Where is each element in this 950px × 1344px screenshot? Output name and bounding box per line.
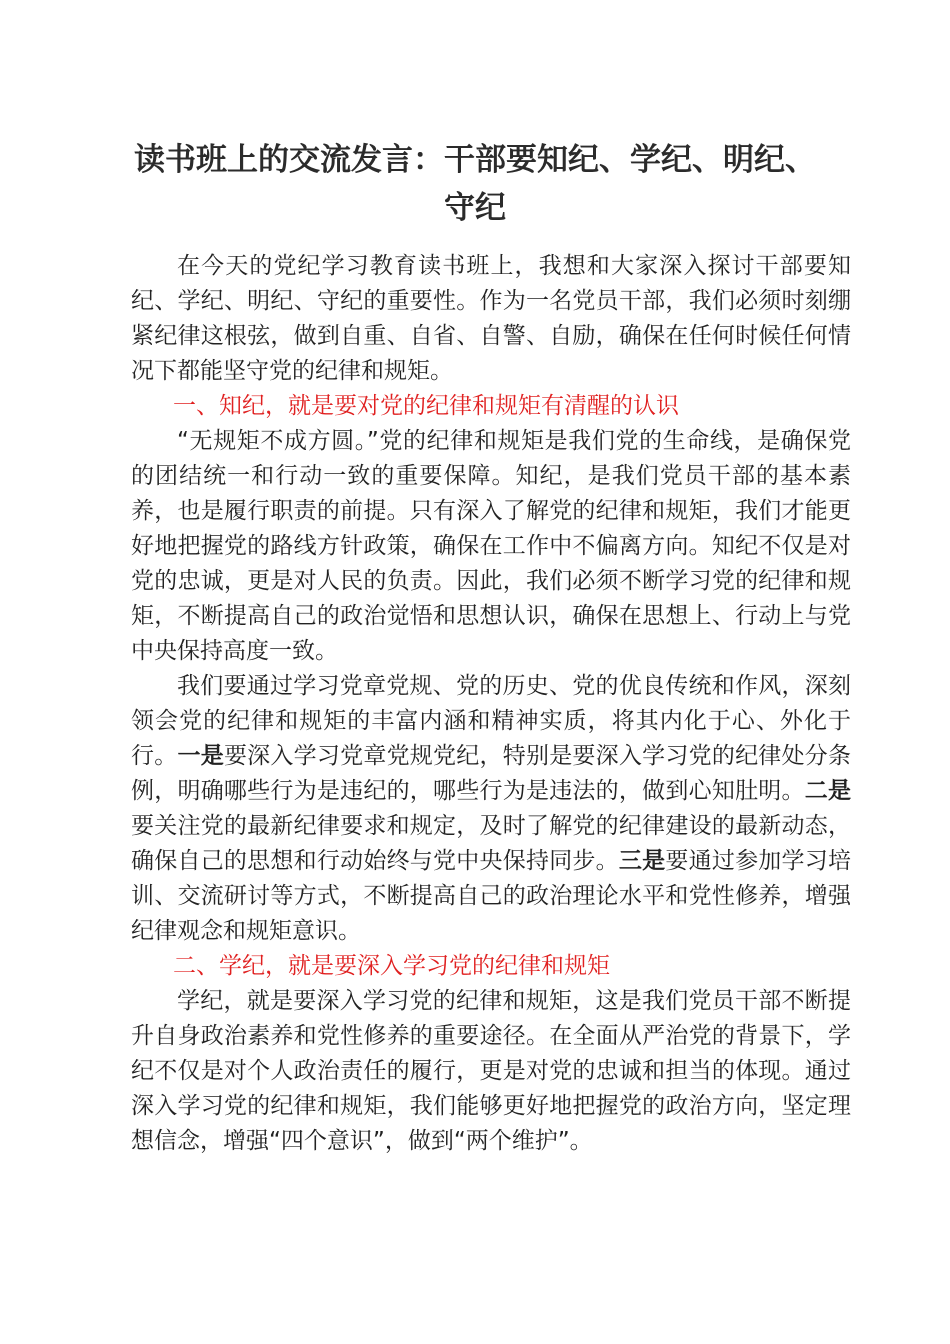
point-1-text: 要深入学习党章党规党纪，特别是要深入学习党的纪律处分条例，明确哪些行为是违纪的，哪些行为是违法的，做到心知肚明。 [131,743,852,804]
section-2-paragraph-1: 学纪，就是要深入学习党的纪律和规矩，这是我们党员干部不断提升自身政治素养和党性修养的重要途径。在全面从严治党的背景下，学纪不仅是对个人政治责任的履行，更是对党的忠诚和担当的体现。通过深入学习党的纪律和规矩，我们能够更好地把握党的政治方向，坚定理想信念，增强“四个意识”，做到“两个维护”。 [131,988,851,1154]
intro-paragraph: 在今天的党纪学习教育读书班上，我想和大家深入探讨干部要知纪、学纪、明纪、守纪的重要性。作为一名党员干部，我们必须时刻绷紧纪律这根弦，做到自重、自省、自警、自励，确保在任何时候任何情况下都能坚守党的纪律和规矩。 [131,253,851,384]
section-1-heading: 一、知纪，就是要对党的纪律和规矩有清醒的认识 [173,393,679,419]
point-2-text: 要关注党的最新纪律要求和规定，及时了解党的纪律建设的最新动态，确保自己的思想和行动始终与党中央保持同步。 [131,813,851,874]
point-1-label: 一是 [177,743,224,769]
point-3-label: 三是 [618,848,666,874]
section-2-heading: 二、学纪，就是要深入学习党的纪律和规矩 [173,953,610,979]
document-body [131,249,851,1159]
section-1-paragraph-1: “无规矩不成方圆。”党的纪律和规矩是我们党的生命线，是确保党的团结统一和行动一致的重要保障。知纪，是我们党员干部的基本素养，也是履行职责的前提。只有深入了解党的纪律和规矩，我们才能更好地把握党的路线方针政策，确保在工作中不偏离方向。知纪不仅是对党的忠诚，更是对人民的负责。因此，我们必须不断学习党的纪律和规矩，不断提高自己的政治觉悟和思想认识，确保在思想上、行动上与党中央保持高度一致。 [131,428,851,664]
point-2-label: 二是 [804,778,852,804]
point-3-text: 要通过参加学习培训、交流研讨等方式，不断提高自己的政治理论水平和党性修养，增强纪律观念和规矩意识。 [131,848,852,944]
document-title: 读书班上的交流发言：干部要知纪、学纪、明纪、守纪 [134,142,816,226]
section-1-paragraph-2-lead: 我们要通过学习党章党规、党的历史、党的优良传统和作风，深刻领会党的纪律和规矩的丰富内涵和精神实质，将其内化于心、外化于行。 [131,673,851,769]
section-1-paragraph-2 [131,669,851,949]
